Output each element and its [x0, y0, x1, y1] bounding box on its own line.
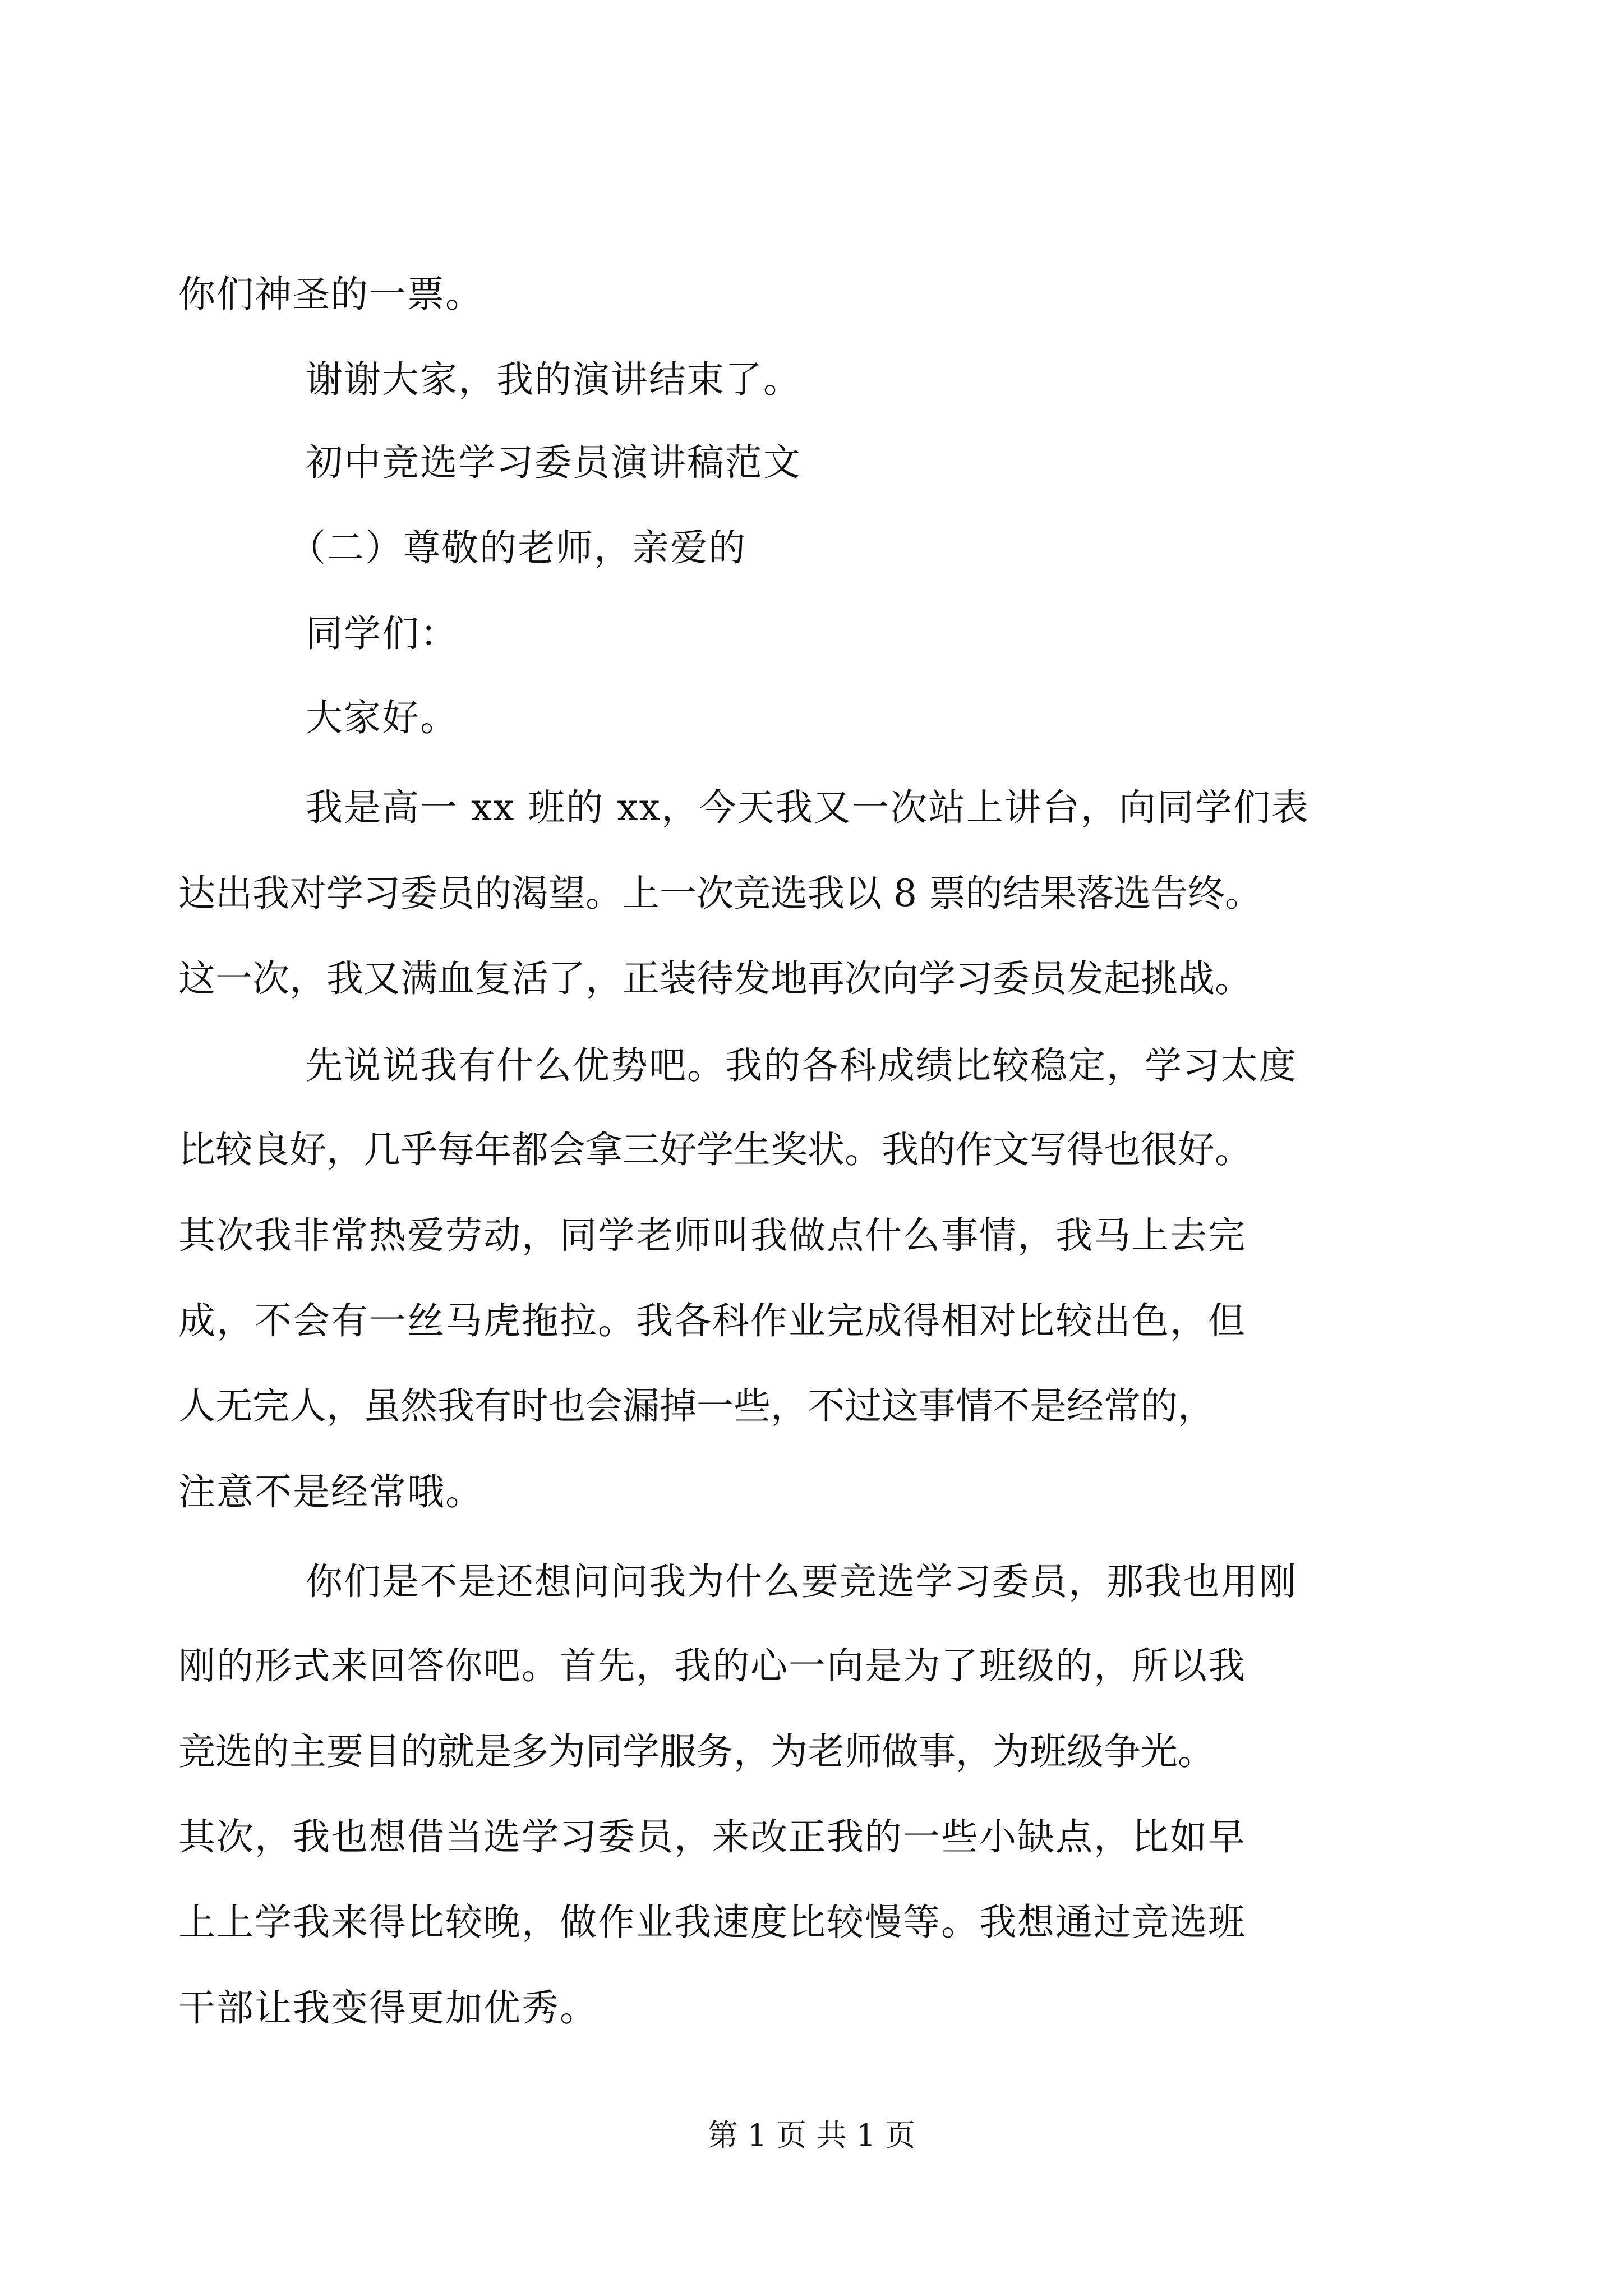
text-line: 其次，我也想借当选学习委员，来改正我的一些小缺点，比如早	[178, 1815, 1246, 1858]
text-line: 达出我对学习委员的渴望。上一次竞选我以 8 票的结果落选告终。	[178, 872, 1262, 915]
text-line: 上上学我来得比较晚，做作业我速度比较慢等。我想通过竞选班	[178, 1901, 1246, 1944]
text-line: 大家好。	[306, 696, 458, 739]
text-line: 人无完人，虽然我有时也会漏掉一些，不过这事情不是经常的，	[178, 1384, 1215, 1428]
text-line: 其次我非常热爱劳动，同学老师叫我做点什么事情，我马上去完	[178, 1214, 1246, 1257]
text-line: （二）尊敬的老师，亲爱的	[289, 526, 746, 569]
text-line: 干部让我变得更加优秀。	[178, 1986, 598, 2030]
text-line: 先说说我有什么优势吧。我的各科成绩比较稳定，学习太度	[306, 1044, 1297, 1087]
document-title: 初中竞选学习委员演讲稿范文	[306, 441, 801, 484]
text-line: 你们神圣的一票。	[178, 273, 483, 316]
text-line: 谢谢大家，我的演讲结束了。	[306, 358, 801, 401]
text-line: 竞选的主要目的就是多为同学服务，为老师做事，为班级争光。	[178, 1730, 1215, 1773]
text-line: 这一次，我又满血复活了，正装待发地再次向学习委员发起挑战。	[178, 957, 1252, 1000]
text-line: 比较良好，几乎每年都会拿三好学生奖状。我的作文写得也很好。	[178, 1128, 1252, 1171]
text-line: 注意不是经常哦。	[178, 1470, 483, 1513]
text-line: 成，不会有一丝马虎拖拉。我各科作业完成得相对比较出色，但	[178, 1299, 1246, 1342]
text-line: 同学们：	[306, 612, 458, 655]
text-line: 我是高一 xx 班的 xx，今天我又一次站上讲台，向同学们表	[306, 786, 1310, 829]
text-line: 你们是不是还想问问我为什么要竞选学习委员，那我也用刚	[306, 1560, 1297, 1603]
text-line: 刚的形式来回答你吧。首先，我的心一向是为了班级的，所以我	[178, 1644, 1246, 1687]
page-number-footer: 第 1 页 共 1 页	[707, 2118, 916, 2153]
